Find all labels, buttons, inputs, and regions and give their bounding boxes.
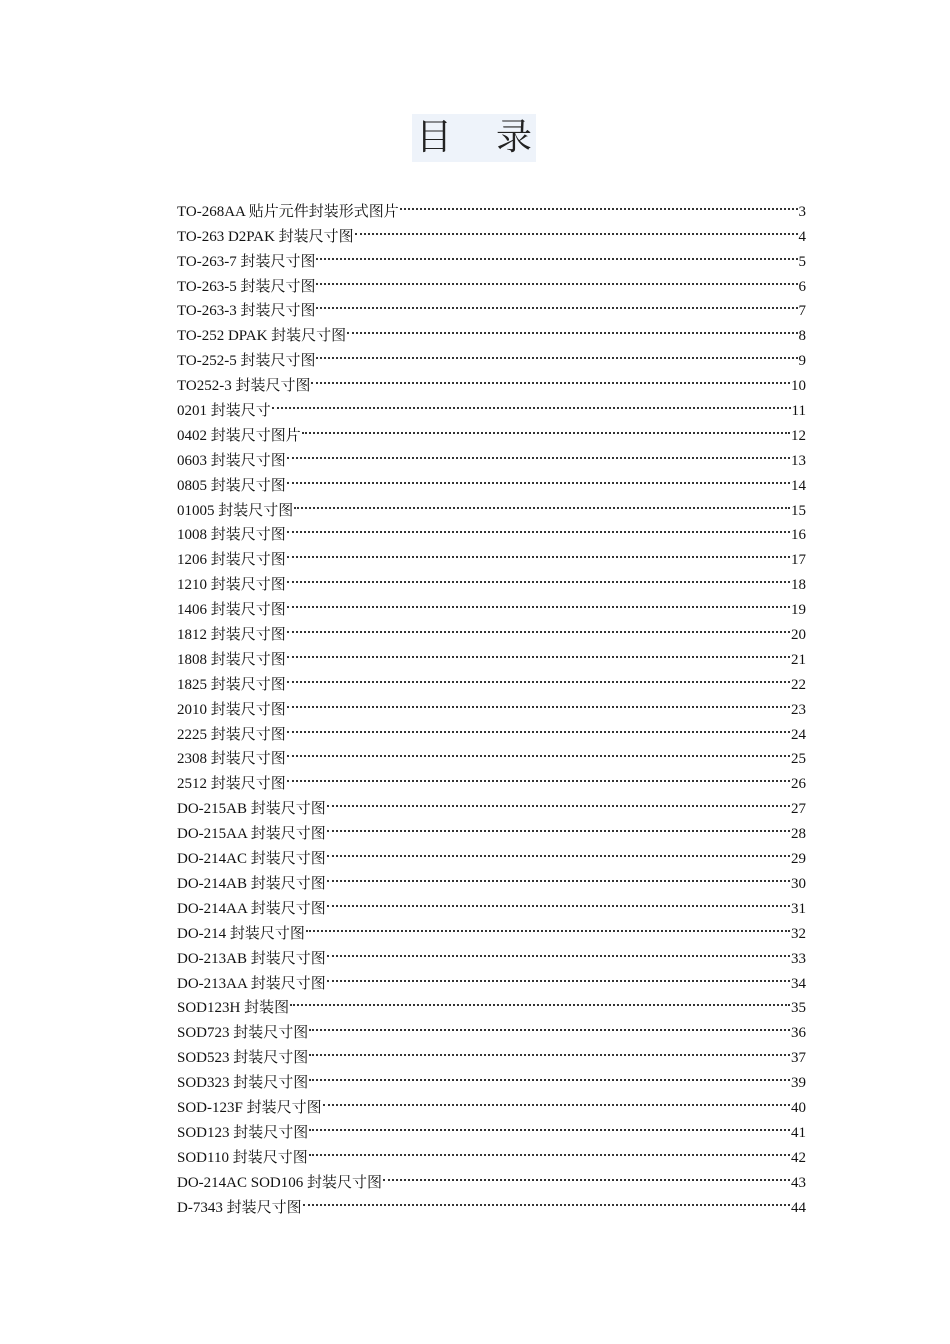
- toc-entry-page-number: 18: [791, 577, 806, 594]
- toc-dot-leader: [355, 216, 798, 241]
- toc-entry[interactable]: [177, 390, 806, 420]
- toc-entry-page-number: 16: [791, 527, 806, 544]
- toc-entry-label: 0805 封装尺寸图: [177, 477, 286, 494]
- toc-entry-label: TO-263-3 封装尺寸图: [177, 303, 316, 320]
- toc-dot-leader: [287, 664, 790, 689]
- title-char-second: 录: [495, 117, 532, 158]
- toc-dot-leader: [294, 490, 790, 515]
- toc-dot-leader: [327, 888, 790, 913]
- page-title: [412, 114, 536, 162]
- toc-entry-page-number: 6: [798, 278, 806, 295]
- toc-entry-page-number: 43: [791, 1174, 806, 1191]
- toc-dot-leader: [287, 589, 790, 614]
- toc-entry-page-number: 23: [791, 701, 806, 718]
- toc-entry-page-number: 39: [791, 1075, 806, 1092]
- toc-entry-label: 2512 封装尺寸图: [177, 776, 286, 793]
- toc-entry-page-number: 28: [791, 826, 806, 843]
- toc-entry-page-number: 34: [791, 975, 806, 992]
- toc-entry-page-number: 41: [791, 1124, 806, 1141]
- toc-dot-leader: [287, 564, 790, 589]
- toc-entry-label: 1406 封装尺寸图: [177, 602, 286, 619]
- toc-dot-leader: [327, 788, 790, 813]
- toc-entry-page-number: 9: [798, 353, 806, 370]
- toc-dot-leader: [287, 539, 790, 564]
- toc-entry-label: DO-215AB 封装尺寸图: [177, 801, 326, 818]
- toc-dot-leader: [287, 465, 790, 490]
- toc-dot-leader: [400, 191, 798, 216]
- toc-entry-label: 2225 封装尺寸图: [177, 726, 286, 743]
- toc-entry-label: 1008 封装尺寸图: [177, 527, 286, 544]
- toc-dot-leader: [287, 614, 790, 639]
- toc-entry-label: DO-214AC 封装尺寸图: [177, 851, 326, 868]
- toc-entry-label: SOD523 封装尺寸图: [177, 1050, 309, 1067]
- toc-entry-label: SOD123 封装尺寸图: [177, 1124, 309, 1141]
- toc-dot-leader: [316, 291, 797, 316]
- toc-entry-label: 1210 封装尺寸图: [177, 577, 286, 594]
- toc-dot-leader: [347, 315, 797, 340]
- toc-entry-label: TO-263-5 封装尺寸图: [177, 278, 316, 295]
- toc-entry-page-number: 24: [791, 726, 806, 743]
- toc-dot-leader: [306, 913, 790, 938]
- toc-entry-label: DO-214AC SOD106 封装尺寸图: [177, 1174, 383, 1191]
- toc-entry-page-number: 29: [791, 851, 806, 868]
- toc-entry-page-number: 19: [791, 602, 806, 619]
- toc-dot-leader: [302, 415, 790, 440]
- toc-dot-leader: [287, 639, 790, 664]
- toc-entry-label: DO-214 封装尺寸图: [177, 925, 305, 942]
- toc-entry-page-number: 8: [798, 328, 806, 345]
- toc-entry-label: 1808 封装尺寸图: [177, 651, 286, 668]
- table-of-contents: [177, 191, 806, 1216]
- toc-entry-page-number: 21: [791, 651, 806, 668]
- toc-entry-page-number: 20: [791, 627, 806, 644]
- toc-entry-page-number: 25: [791, 751, 806, 768]
- toc-dot-leader: [303, 1187, 790, 1212]
- toc-dot-leader: [287, 739, 790, 764]
- toc-entry-label: 0603 封装尺寸图: [177, 452, 286, 469]
- toc-entry-label: 0402 封装尺寸图片: [177, 427, 301, 444]
- toc-entry-label: DO-214AB 封装尺寸图: [177, 875, 326, 892]
- toc-dot-leader: [316, 340, 797, 365]
- toc-dot-leader: [327, 938, 790, 963]
- toc-entry-page-number: 4: [798, 228, 806, 245]
- toc-entry-label: 1206 封装尺寸图: [177, 552, 286, 569]
- toc-entry-label: SOD723 封装尺寸图: [177, 1025, 309, 1042]
- toc-dot-leader: [316, 241, 797, 266]
- toc-dot-leader: [327, 813, 790, 838]
- toc-dot-leader: [287, 440, 790, 465]
- toc-entry-page-number: 11: [791, 403, 806, 420]
- toc-entry-page-number: 31: [791, 900, 806, 917]
- toc-entry-label: TO-252 DPAK 封装尺寸图: [177, 328, 347, 345]
- toc-entry-page-number: 42: [791, 1149, 806, 1166]
- toc-dot-leader: [327, 963, 790, 988]
- toc-entry-label: SOD110 封装尺寸图: [177, 1149, 308, 1166]
- toc-entry-page-number: 37: [791, 1050, 806, 1067]
- toc-entry-label: 1825 封装尺寸图: [177, 676, 286, 693]
- toc-entry-page-number: 26: [791, 776, 806, 793]
- toc-entry-page-number: 32: [791, 925, 806, 942]
- toc-dot-leader: [287, 763, 790, 788]
- toc-entry-page-number: 33: [791, 950, 806, 967]
- toc-dot-leader: [272, 390, 791, 415]
- toc-entry-label: DO-215AA 封装尺寸图: [177, 826, 326, 843]
- toc-entry-label: SOD-123F 封装尺寸图: [177, 1099, 322, 1116]
- toc-entry-label: 1812 封装尺寸图: [177, 627, 286, 644]
- toc-dot-leader: [311, 365, 790, 390]
- toc-entry-label: TO-263-7 封装尺寸图: [177, 253, 316, 270]
- toc-dot-leader: [383, 1162, 790, 1187]
- toc-entry-page-number: 36: [791, 1025, 806, 1042]
- toc-entry-page-number: 10: [791, 378, 806, 395]
- toc-dot-leader: [323, 1087, 790, 1112]
- toc-dot-leader: [287, 714, 790, 739]
- toc-entry-label: TO-252-5 封装尺寸图: [177, 353, 316, 370]
- toc-dot-leader: [309, 1037, 790, 1062]
- toc-entry-label: TO-268AA 贴片元件封装形式图片: [177, 203, 399, 220]
- toc-dot-leader: [327, 863, 790, 888]
- toc-entry-page-number: 13: [791, 452, 806, 469]
- toc-entry-label: TO-263 D2PAK 封装尺寸图: [177, 228, 354, 245]
- toc-entry-label: D-7343 封装尺寸图: [177, 1199, 302, 1216]
- toc-entry-page-number: 27: [791, 801, 806, 818]
- toc-dot-leader: [290, 988, 790, 1013]
- toc-entry[interactable]: [177, 191, 806, 220]
- toc-entry-page-number: 35: [791, 1000, 806, 1017]
- toc-entry-page-number: 44: [791, 1199, 806, 1216]
- toc-entry[interactable]: [177, 415, 806, 444]
- toc-entry-label: 01005 封装尺寸图: [177, 502, 294, 519]
- toc-entry-label: 2010 封装尺寸图: [177, 701, 286, 718]
- toc-dot-leader: [287, 689, 790, 714]
- toc-entry-page-number: 3: [798, 203, 806, 220]
- toc-dot-leader: [316, 266, 797, 291]
- toc-entry-page-number: 15: [791, 502, 806, 519]
- toc-entry-label: SOD323 封装尺寸图: [177, 1075, 309, 1092]
- toc-entry-page-number: 22: [791, 676, 806, 693]
- toc-entry-page-number: 14: [791, 477, 806, 494]
- toc-dot-leader: [327, 838, 790, 863]
- toc-entry-label: DO-213AB 封装尺寸图: [177, 950, 326, 967]
- toc-entry-label: 0201 封装尺寸: [177, 403, 271, 420]
- toc-entry-page-number: 12: [791, 427, 806, 444]
- toc-dot-leader: [309, 1112, 790, 1137]
- toc-dot-leader: [309, 1012, 790, 1037]
- toc-entry-page-number: 40: [791, 1099, 806, 1116]
- title-char-first: 目: [416, 117, 453, 158]
- toc-dot-leader: [309, 1137, 790, 1162]
- toc-dot-leader: [287, 515, 790, 540]
- toc-entry-page-number: 17: [791, 552, 806, 569]
- toc-entry-page-number: 5: [798, 253, 806, 270]
- toc-entry-label: DO-213AA 封装尺寸图: [177, 975, 326, 992]
- toc-entry-label: SOD123H 封装图: [177, 1000, 290, 1017]
- toc-entry-label: 2308 封装尺寸图: [177, 751, 286, 768]
- toc-entry-page-number: 30: [791, 875, 806, 892]
- toc-entry-label: TO252-3 封装尺寸图: [177, 378, 311, 395]
- toc-entry-label: DO-214AA 封装尺寸图: [177, 900, 326, 917]
- toc-dot-leader: [309, 1062, 790, 1087]
- toc-entry-page-number: 7: [798, 303, 806, 320]
